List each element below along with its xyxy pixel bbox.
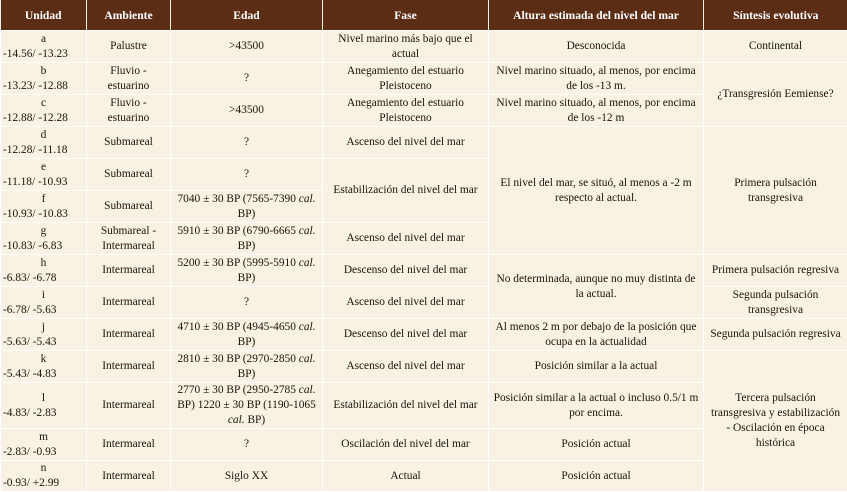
edad-cell: ?: [171, 63, 323, 95]
fase-cell: Ascenso del nivel del mar: [323, 287, 489, 319]
altura-cell: El nivel del mar, se situó, al menos a -2 m respecto al actual.: [489, 127, 704, 255]
edad-cell: 4710 ± 30 BP (4945-4650 cal. BP): [171, 319, 323, 351]
unit-range: -12.28/ -11.18: [3, 143, 84, 158]
table-row: [1, 287, 847, 319]
ambiente-cell: Intermareal: [87, 287, 171, 319]
edad-cell: ?: [171, 159, 323, 191]
ambiente-cell: Fluvio - estuarino: [87, 95, 171, 127]
fase-cell: Oscilación del nivel del mar: [323, 429, 489, 461]
sintesis-cell: Continental: [704, 31, 847, 63]
unidad-cell: [1, 351, 87, 383]
ambiente-cell: Submareal: [87, 127, 171, 159]
edad-cell: Siglo XX: [171, 461, 323, 492]
table-row: [1, 63, 847, 95]
table-row: [1, 319, 847, 351]
unidad-cell: [1, 95, 87, 127]
fase-cell: Descenso del nivel del mar: [323, 255, 489, 287]
unidad-cell: [1, 31, 87, 63]
unit-range: -10.83/ -6.83: [3, 239, 84, 254]
unit-name: j: [3, 320, 84, 335]
fase-cell: Estabilización del nivel del mar: [323, 159, 489, 223]
edad-cell: 5200 ± 30 BP (5995-5910 cal. BP): [171, 255, 323, 287]
fase-cell: Descenso del nivel del mar: [323, 319, 489, 351]
header-altura: Altura estimada del nivel del mar: [489, 0, 704, 31]
sintesis-cell: ¿Transgresión Eemiense?: [704, 63, 847, 127]
edad-cell: 7040 ± 30 BP (7565-7390 cal. BP): [171, 191, 323, 223]
unidad-cell: [1, 429, 87, 461]
ambiente-cell: Intermareal: [87, 461, 171, 492]
unit-range: -4.83/ -2.83: [3, 406, 84, 421]
unidad-cell: [1, 319, 87, 351]
unit-name: c: [3, 96, 84, 111]
unit-name: n: [3, 461, 84, 476]
unit-name: e: [3, 160, 84, 175]
ambiente-cell: Submareal - Intermareal: [87, 223, 171, 255]
table-row: [1, 351, 847, 383]
header-ambiente: Ambiente: [87, 0, 171, 31]
table-row: [1, 31, 847, 63]
unit-name: l: [3, 391, 84, 406]
sintesis-cell: Primera pulsación regresiva: [704, 255, 847, 287]
edad-cell: >43500: [171, 95, 323, 127]
altura-cell: Nivel marino situado, al menos, por encima de los -12 m: [489, 95, 704, 127]
unit-name: h: [3, 256, 84, 271]
unidad-cell: [1, 255, 87, 287]
header-row: [1, 0, 847, 31]
unit-name: m: [3, 430, 84, 445]
sintesis-cell: Segunda pulsación regresiva: [704, 319, 847, 351]
fase-cell: Anegamiento del estuario Pleistoceno: [323, 63, 489, 95]
sintesis-cell: Tercera pulsación transgresiva y estabilización - Oscilación en época histórica: [704, 351, 847, 492]
unit-range: -13.23/ -12.88: [3, 79, 84, 94]
unidad-cell: [1, 383, 87, 429]
unit-name: a: [3, 32, 84, 47]
header-sintesis: Síntesis evolutiva: [704, 0, 847, 31]
edad-cell: >43500: [171, 31, 323, 63]
header-edad: Edad: [171, 0, 323, 31]
sintesis-cell: Segunda pulsación transgresiva: [704, 287, 847, 319]
header-unidad: Unidad: [1, 0, 87, 31]
unit-name: d: [3, 128, 84, 143]
ambiente-cell: Intermareal: [87, 429, 171, 461]
ambiente-cell: Submareal: [87, 159, 171, 191]
table-row: [1, 255, 847, 287]
unidad-cell: [1, 63, 87, 95]
fase-cell: Anegamiento del estuario Pleistoceno: [323, 95, 489, 127]
altura-cell: No determinada, aunque no muy distinta de la actual.: [489, 255, 704, 319]
edad-cell: 5910 ± 30 BP (6790-6665 cal. BP): [171, 223, 323, 255]
unidad-cell: [1, 287, 87, 319]
unit-range: -6.83/ -6.78: [3, 271, 84, 286]
altura-cell: Posición actual: [489, 461, 704, 492]
unidad-cell: [1, 223, 87, 255]
unidad-cell: [1, 127, 87, 159]
altura-cell: Al menos 2 m por debajo de la posición que ocupa en la actualidad: [489, 319, 704, 351]
unit-name: k: [3, 352, 84, 367]
altura-cell: Posición similar a la actual: [489, 351, 704, 383]
fase-cell: Ascenso del nivel del mar: [323, 127, 489, 159]
ambiente-cell: Intermareal: [87, 351, 171, 383]
edad-cell: 2770 ± 30 BP (2950-2785 cal. BP) 1220 ± 30 BP (1190-1065 cal. BP): [171, 383, 323, 429]
fase-cell: Nivel marino más bajo que el actual: [323, 31, 489, 63]
edad-cell: ?: [171, 429, 323, 461]
unit-range: -2.83/ -0.93: [3, 445, 84, 460]
unit-range: -12.88/ -12.28: [3, 111, 84, 126]
ambiente-cell: Intermareal: [87, 319, 171, 351]
altura-cell: Nivel marino situado, al menos, por encima de los -13 m.: [489, 63, 704, 95]
altura-cell: Desconocida: [489, 31, 704, 63]
header-fase: Fase: [323, 0, 489, 31]
ambiente-cell: Intermareal: [87, 255, 171, 287]
fase-cell: Ascenso del nivel del mar: [323, 223, 489, 255]
unidad-cell: [1, 191, 87, 223]
ambiente-cell: Submareal: [87, 191, 171, 223]
edad-cell: ?: [171, 287, 323, 319]
unit-range: -5.43/ -4.83: [3, 367, 84, 382]
edad-cell: 2810 ± 30 BP (2970-2850 cal. BP): [171, 351, 323, 383]
table-row: [1, 127, 847, 159]
unidad-cell: [1, 461, 87, 492]
sintesis-cell: Primera pulsación transgresiva: [704, 127, 847, 255]
ambiente-cell: Intermareal: [87, 383, 171, 429]
unit-name: g: [3, 224, 84, 239]
unit-range: -6.78/ -5.63: [3, 303, 84, 318]
fase-cell: Estabilización del nivel del mar: [323, 383, 489, 429]
altura-cell: Posición similar a la actual o incluso 0.5/1 m por encima.: [489, 383, 704, 429]
fase-cell: Ascenso del nivel del mar: [323, 351, 489, 383]
unidad-cell: [1, 159, 87, 191]
fase-cell: Actual: [323, 461, 489, 492]
unit-range: -11.18/ -10.93: [3, 175, 84, 190]
unit-name: f: [3, 192, 84, 207]
unit-range: -5.63/ -5.43: [3, 335, 84, 350]
unit-range: -10.93/ -10.83: [3, 207, 84, 222]
unit-name: i: [3, 288, 84, 303]
ambiente-cell: Palustre: [87, 31, 171, 63]
edad-cell: ?: [171, 127, 323, 159]
ambiente-cell: Fluvio - estuarino: [87, 63, 171, 95]
unit-name: b: [3, 64, 84, 79]
altura-cell: Posición actual: [489, 429, 704, 461]
unit-range: -14.56/ -13.23: [3, 47, 84, 62]
unit-range: -0.93/ +2.99: [3, 476, 84, 491]
